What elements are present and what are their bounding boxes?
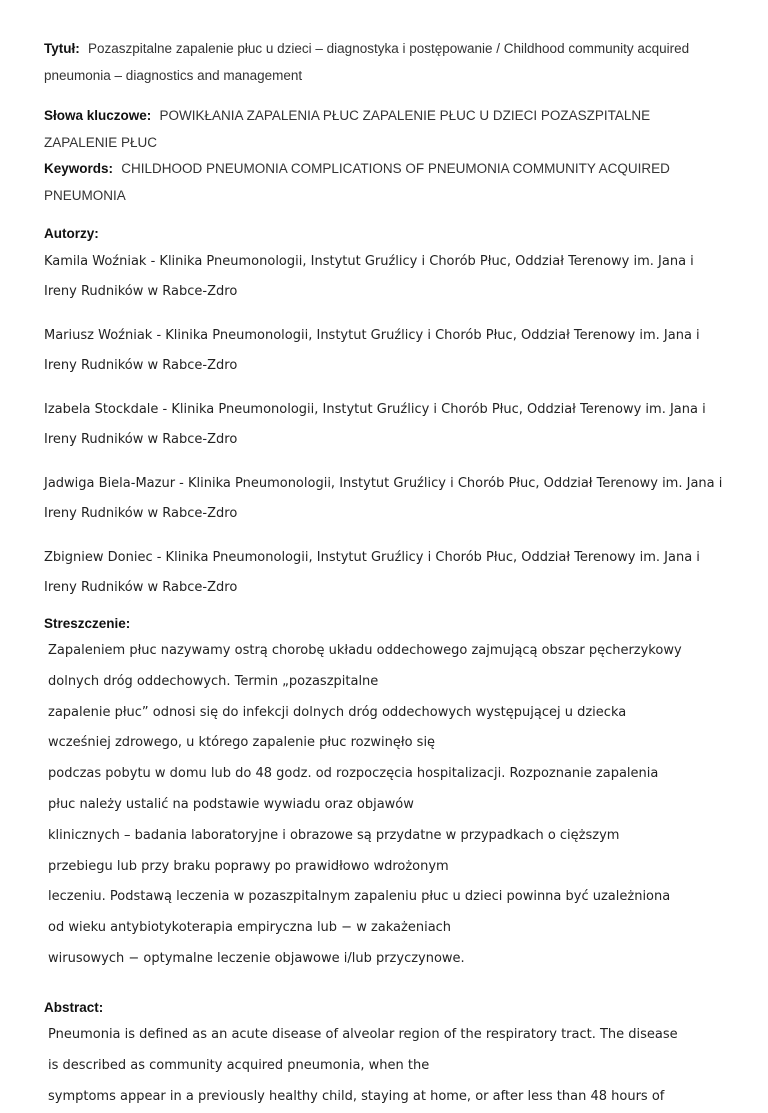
summary-line: Pneumonia is defined as an acute disease of alveolar region of the respiratory tract. The disease: [48, 1027, 678, 1043]
authors-heading: Autorzy:: [44, 226, 99, 241]
summary-line: klinicznych – badania laboratoryjne i obrazowe są przydatne w przypadkach o cięższym: [48, 827, 620, 843]
summary-line: Zapaleniem płuc nazywamy ostrą chorobę układu oddechowego zajmującą obszar pęcherzykowy: [48, 643, 682, 658]
summary-en-body: [44, 1020, 724, 1112]
summary-line: symptoms appear in a previously healthy child, staying at home, or after less than 48 hours of: [48, 1088, 665, 1104]
title-text: Pozaszpitalne zapalenie płuc u dzieci – diagnostyka i postępowanie / Childhood community acquired pneumonia – diagnostics and management: [44, 41, 690, 83]
summary-line: przebiegu lub przy braku poprawy po prawidłowo wdrożonym: [48, 858, 449, 874]
summary-line: wcześniej zdrowego, u którego zapalenie płuc rozwinęło się: [48, 735, 436, 751]
keywords-pl-block: [44, 103, 724, 156]
author-item: Jadwiga Biela-Mazur - Klinika Pneumonologii, Instytut Gruźlicy i Chorób Płuc, Oddział Terenowy im. Jana i Ireny Rudników w Rabce-Zdro: [44, 475, 723, 521]
author-item: Zbigniew Doniec - Klinika Pneumonologii, Instytut Gruźlicy i Chorób Płuc, Oddział Terenowy im. Jana i Ireny Rudników w Rabce-Zdro: [44, 549, 700, 595]
summary-line: od wieku antybiotykoterapia empiryczna lub − w zakażeniach: [48, 920, 452, 936]
authors-list: [44, 247, 724, 603]
keywords-pl-label: Słowa kluczowe:: [44, 108, 152, 123]
author-item: Kamila Woźniak - Klinika Pneumonologii, Instytut Gruźlicy i Chorób Płuc, Oddział Terenowy im. Jana i Ireny Rudników w Rabce-Zdro: [44, 253, 694, 299]
summary-pl-heading: Streszczenie:: [44, 615, 131, 631]
summary-line: dolnych dróg oddechowych. Termin „pozaszpitalne: [48, 673, 379, 689]
title-label: Tytuł:: [44, 41, 80, 56]
keywords-en-block: [44, 156, 724, 209]
summary-pl-body: [44, 636, 724, 975]
summary-line: płuc należy ustalić na podstawie wywiadu oraz objawów: [48, 796, 414, 812]
keywords-pl-text: POWIKŁANIA ZAPALENIA PŁUC ZAPALENIE PŁUC U DZIECI POZASZPITALNE ZAPALENIE PŁUC: [44, 108, 651, 150]
summary-en-heading: Abstract:: [44, 999, 104, 1015]
summary-line: zapalenie płuc” odnosi się do infekcji dolnych dróg oddechowych występującej u dziecka: [48, 704, 627, 720]
author-item: Mariusz Woźniak - Klinika Pneumonologii, Instytut Gruźlicy i Chorób Płuc, Oddział Terenowy im. Jana i Ireny Rudników w Rabce-Zdro: [44, 327, 700, 373]
keywords-en-label: Keywords:: [44, 161, 114, 176]
summary-line: wirusowych − optymalne leczenie objawowe i/lub przyczynowe.: [48, 950, 465, 966]
summary-line: leczeniu. Podstawą leczenia w pozaszpitalnym zapaleniu płuc u dzieci powinna być uzależniona: [48, 889, 671, 905]
author-item: Izabela Stockdale - Klinika Pneumonologii, Instytut Gruźlicy i Chorób Płuc, Oddział Terenowy im. Jana i Ireny Rudników w Rabce-Zdro: [44, 401, 706, 447]
keywords-en-text: CHILDHOOD PNEUMONIA COMPLICATIONS OF PNEUMONIA COMMUNITY ACQUIRED PNEUMONIA: [44, 161, 670, 203]
summary-line: is described as community acquired pneumonia, when the: [48, 1058, 430, 1074]
summary-line: podczas pobytu w domu lub do 48 godz. od rozpoczęcia hospitalizacji. Rozpoznanie zapalenia: [48, 766, 659, 782]
title-block: [44, 36, 724, 89]
